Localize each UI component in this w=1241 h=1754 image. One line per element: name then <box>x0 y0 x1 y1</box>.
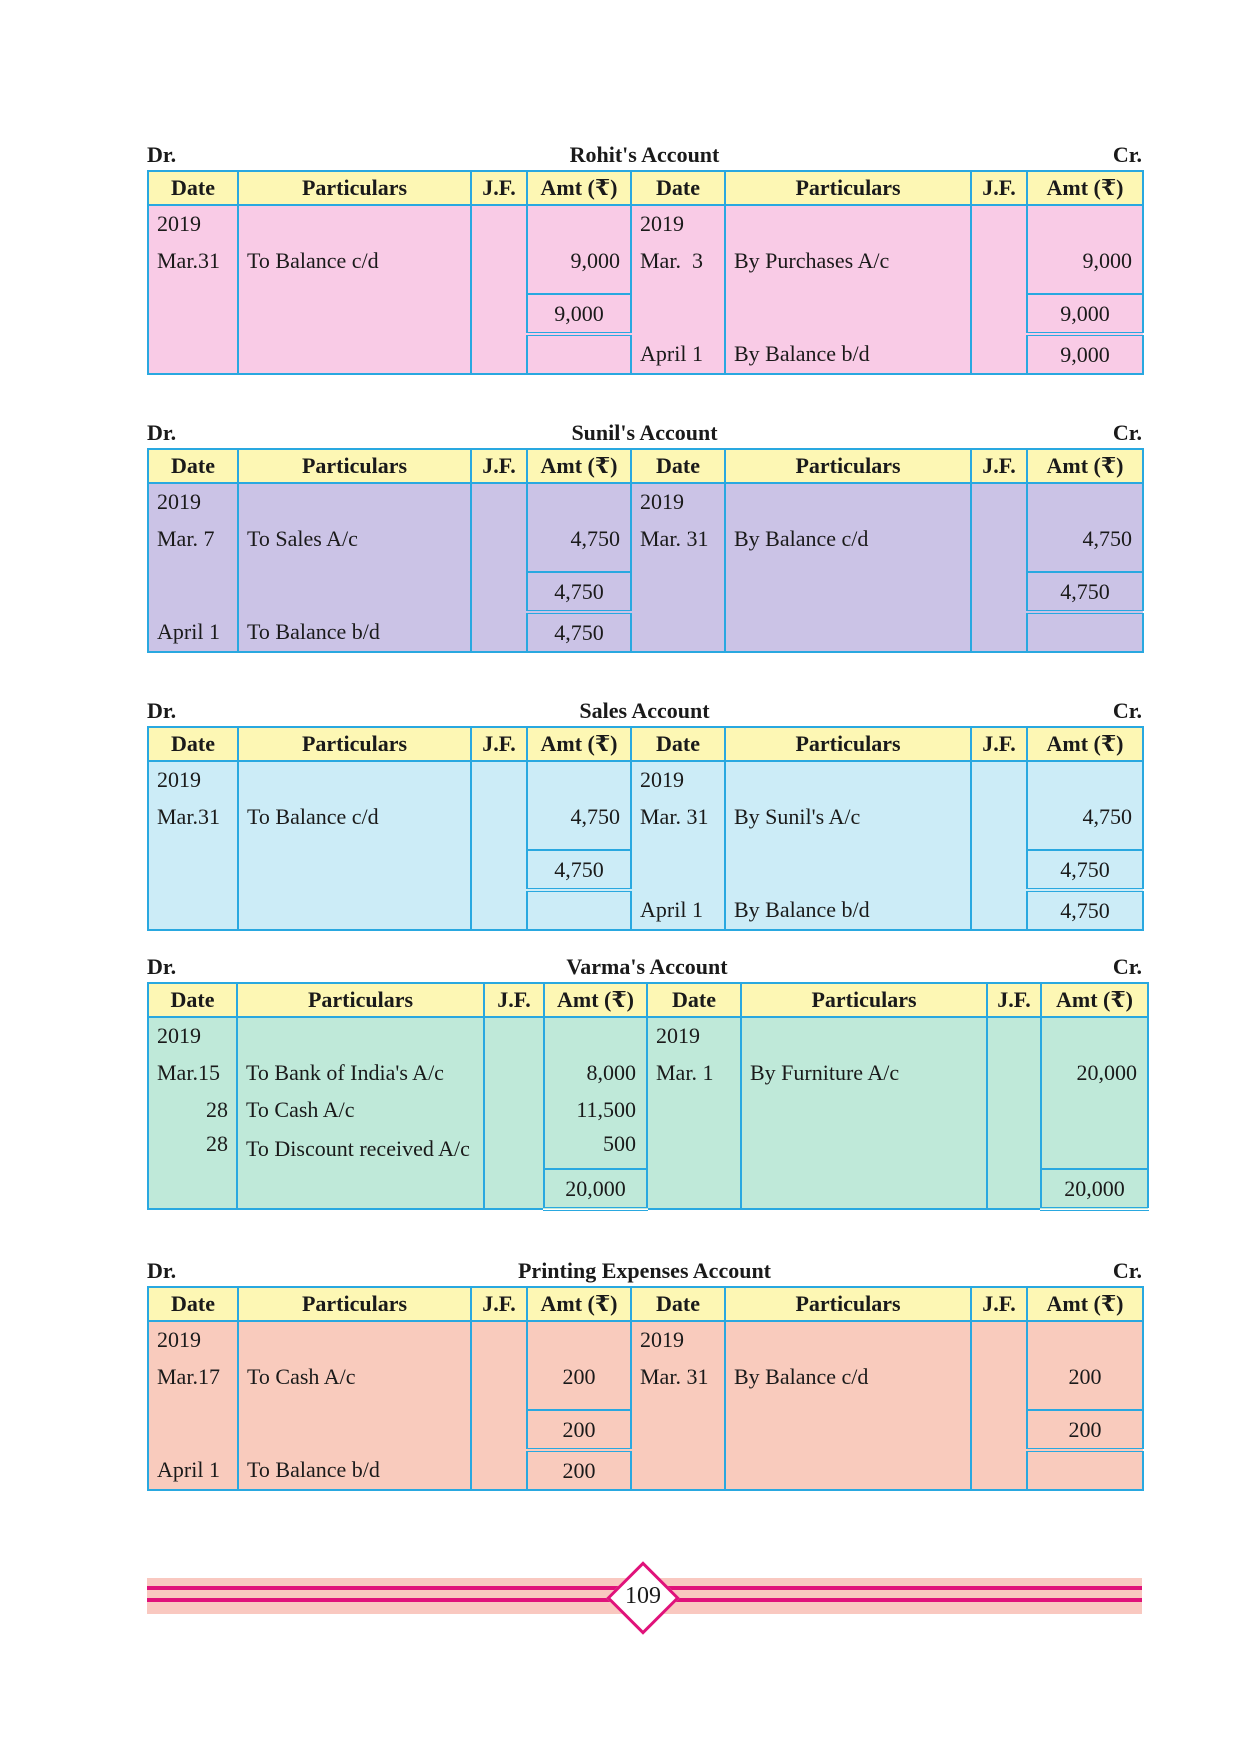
entry-particulars: To Balance c/d <box>238 798 471 835</box>
col-jf: J.F. <box>471 1287 527 1321</box>
col-particulars: Particulars <box>238 727 471 761</box>
entry-date: Mar.31 <box>148 798 238 835</box>
header-row <box>148 983 1148 1017</box>
entry-particulars: To Balance c/d <box>238 242 471 279</box>
entry-row <box>148 1128 1148 1169</box>
cr-year: 2019 <box>631 205 725 242</box>
col-jf: J.F. <box>971 171 1027 205</box>
col-jf: J.F. <box>471 449 527 483</box>
account-heading <box>147 950 1147 982</box>
dr-total: 4,750 <box>527 850 631 890</box>
account-title: Printing Expenses Account <box>517 1258 772 1283</box>
cr-total: 4,750 <box>1027 850 1143 890</box>
balance-particulars: By Balance b/d <box>725 890 971 930</box>
entry-particulars: By Sunil's A/c <box>725 798 971 835</box>
cr-total: 200 <box>1027 1410 1143 1450</box>
col-date: Date <box>647 983 741 1017</box>
page-footer <box>147 1578 1142 1614</box>
account-title: Sunil's Account <box>571 420 718 445</box>
col-particulars: Particulars <box>238 171 471 205</box>
col-particulars: Particulars <box>238 449 471 483</box>
col-amt: Amt (₹) <box>544 983 647 1017</box>
col-particulars: Particulars <box>725 171 971 205</box>
dr-total: 9,000 <box>527 294 631 334</box>
balance-date: April 1 <box>631 334 725 374</box>
col-particulars: Particulars <box>238 1287 471 1321</box>
col-date: Date <box>631 449 725 483</box>
col-jf: J.F. <box>971 1287 1027 1321</box>
entry-amount: 11,500 <box>544 1091 647 1128</box>
entry-date: Mar. 1 <box>647 1054 741 1091</box>
cr-total: 20,000 <box>1041 1169 1148 1209</box>
col-jf: J.F. <box>971 449 1027 483</box>
total-row <box>148 294 1143 334</box>
ledger-table <box>147 448 1144 653</box>
total-row <box>148 1169 1148 1209</box>
col-amt: Amt (₹) <box>1027 449 1143 483</box>
balance-date: April 1 <box>148 1450 238 1490</box>
entry-amount: 8,000 <box>544 1054 647 1091</box>
cr-total: 9,000 <box>1027 294 1143 334</box>
entry-date: Mar. 3 <box>631 242 725 279</box>
entry-amount: 9,000 <box>527 242 631 279</box>
entry-row <box>148 520 1143 557</box>
col-amt: Amt (₹) <box>1027 727 1143 761</box>
balance-amount: 4,750 <box>527 612 631 652</box>
col-amt: Amt (₹) <box>527 171 631 205</box>
col-date: Date <box>148 983 237 1017</box>
ledger-table <box>147 1286 1144 1491</box>
entry-date: Mar. 31 <box>631 798 725 835</box>
entry-date: Mar. 31 <box>631 1358 725 1395</box>
dr-total: 20,000 <box>544 1169 647 1209</box>
entry-amount: 4,750 <box>527 798 631 835</box>
dr-label: Dr. <box>147 954 177 979</box>
entry-row <box>148 1358 1143 1395</box>
balance-amount: 200 <box>527 1450 631 1490</box>
col-amt: Amt (₹) <box>1041 983 1148 1017</box>
col-amt: Amt (₹) <box>527 1287 631 1321</box>
entry-particulars: By Purchases A/c <box>725 242 971 279</box>
account-title: Rohit's Account <box>569 142 720 167</box>
dr-label: Dr. <box>147 142 177 167</box>
dr-label: Dr. <box>147 1258 177 1283</box>
col-jf: J.F. <box>471 171 527 205</box>
col-date: Date <box>148 171 238 205</box>
account-heading <box>147 138 1142 170</box>
balance-row <box>148 1450 1143 1490</box>
col-particulars: Particulars <box>725 449 971 483</box>
entry-particulars: By Balance c/d <box>725 520 971 557</box>
sales-account <box>147 694 1142 931</box>
entry-row <box>148 1054 1148 1091</box>
col-date: Date <box>631 1287 725 1321</box>
year-row <box>148 1017 1148 1054</box>
col-particulars: Particulars <box>237 983 484 1017</box>
entry-amount: 9,000 <box>1027 242 1143 279</box>
col-jf: J.F. <box>471 727 527 761</box>
dr-total: 4,750 <box>527 572 631 612</box>
entry-amount: 4,750 <box>1027 520 1143 557</box>
entry-particulars: To Discount received A/c <box>237 1128 484 1169</box>
dr-year: 2019 <box>148 483 238 520</box>
dr-year: 2019 <box>148 1321 238 1358</box>
entry-row <box>148 798 1143 835</box>
year-row <box>148 205 1143 242</box>
col-amt: Amt (₹) <box>1027 1287 1143 1321</box>
col-date: Date <box>148 727 238 761</box>
col-particulars: Particulars <box>725 727 971 761</box>
col-jf: J.F. <box>971 727 1027 761</box>
dr-label: Dr. <box>147 698 177 723</box>
dr-year: 2019 <box>148 205 238 242</box>
col-particulars: Particulars <box>741 983 987 1017</box>
entry-particulars: To Cash A/c <box>237 1091 484 1128</box>
balance-row <box>148 890 1143 930</box>
entry-amount: 200 <box>1027 1358 1143 1395</box>
header-row <box>148 171 1143 205</box>
printing-expenses-account <box>147 1254 1142 1491</box>
balance-particulars: To Balance b/d <box>238 612 471 652</box>
total-row <box>148 1410 1143 1450</box>
col-jf: J.F. <box>484 983 544 1017</box>
page-number: 109 <box>625 1583 661 1609</box>
cr-label: Cr. <box>1112 698 1142 723</box>
entry-date: Mar.31 <box>148 242 238 279</box>
ledger-table <box>147 170 1144 375</box>
cr-year: 2019 <box>631 761 725 798</box>
cr-label: Cr. <box>1112 420 1142 445</box>
balance-particulars: By Balance b/d <box>725 334 971 374</box>
entry-date: Mar. 7 <box>148 520 238 557</box>
dr-total: 200 <box>527 1410 631 1450</box>
entry-amount: 200 <box>527 1358 631 1395</box>
col-date: Date <box>148 1287 238 1321</box>
ledger-table <box>147 726 1144 931</box>
total-row <box>148 850 1143 890</box>
account-heading <box>147 694 1142 726</box>
col-jf: J.F. <box>987 983 1041 1017</box>
col-amt: Amt (₹) <box>527 449 631 483</box>
account-title: Sales Account <box>579 698 710 723</box>
year-row <box>148 761 1143 798</box>
entry-date: 28 <box>148 1128 237 1169</box>
header-row <box>148 1287 1143 1321</box>
header-row <box>148 449 1143 483</box>
header-row <box>148 727 1143 761</box>
entry-date: Mar.17 <box>148 1358 238 1395</box>
balance-row <box>148 612 1143 652</box>
account-heading <box>147 416 1142 448</box>
entry-particulars: To Cash A/c <box>238 1358 471 1395</box>
cr-total: 4,750 <box>1027 572 1143 612</box>
varma-account <box>147 950 1147 1211</box>
year-row <box>148 1321 1143 1358</box>
entry-particulars: To Sales A/c <box>238 520 471 557</box>
cr-year: 2019 <box>631 483 725 520</box>
dr-year: 2019 <box>148 761 238 798</box>
entry-amount: 20,000 <box>1041 1054 1148 1091</box>
balance-date: April 1 <box>631 890 725 930</box>
balance-amount: 4,750 <box>1027 890 1143 930</box>
dr-label: Dr. <box>147 420 177 445</box>
entry-date: Mar. 31 <box>631 520 725 557</box>
balance-date: April 1 <box>148 612 238 652</box>
entry-date: Mar.15 <box>148 1054 237 1091</box>
entry-particulars: By Furniture A/c <box>741 1054 987 1091</box>
col-amt: Amt (₹) <box>1027 171 1143 205</box>
rohit-account <box>147 138 1142 375</box>
cr-label: Cr. <box>1112 142 1142 167</box>
entry-row <box>148 242 1143 279</box>
dr-year: 2019 <box>148 1017 237 1054</box>
cr-label: Cr. <box>1112 954 1142 979</box>
cr-year: 2019 <box>631 1321 725 1358</box>
entry-row <box>148 1091 1148 1128</box>
col-amt: Amt (₹) <box>527 727 631 761</box>
entry-date: 28 <box>148 1091 237 1128</box>
sunil-account <box>147 416 1142 653</box>
entry-particulars: To Bank of India's A/c <box>237 1054 484 1091</box>
balance-particulars: To Balance b/d <box>238 1450 471 1490</box>
year-row <box>148 483 1143 520</box>
balance-amount: 9,000 <box>1027 334 1143 374</box>
entry-amount: 4,750 <box>527 520 631 557</box>
total-row <box>148 572 1143 612</box>
col-date: Date <box>148 449 238 483</box>
ledger-table <box>147 982 1149 1211</box>
balance-row <box>148 334 1143 374</box>
col-date: Date <box>631 727 725 761</box>
entry-particulars: By Balance c/d <box>725 1358 971 1395</box>
entry-amount: 4,750 <box>1027 798 1143 835</box>
col-particulars: Particulars <box>725 1287 971 1321</box>
cr-label: Cr. <box>1112 1258 1142 1283</box>
col-date: Date <box>631 171 725 205</box>
account-heading <box>147 1254 1142 1286</box>
cr-year: 2019 <box>647 1017 741 1054</box>
entry-amount: 500 <box>544 1128 647 1169</box>
account-title: Varma's Account <box>566 954 728 979</box>
